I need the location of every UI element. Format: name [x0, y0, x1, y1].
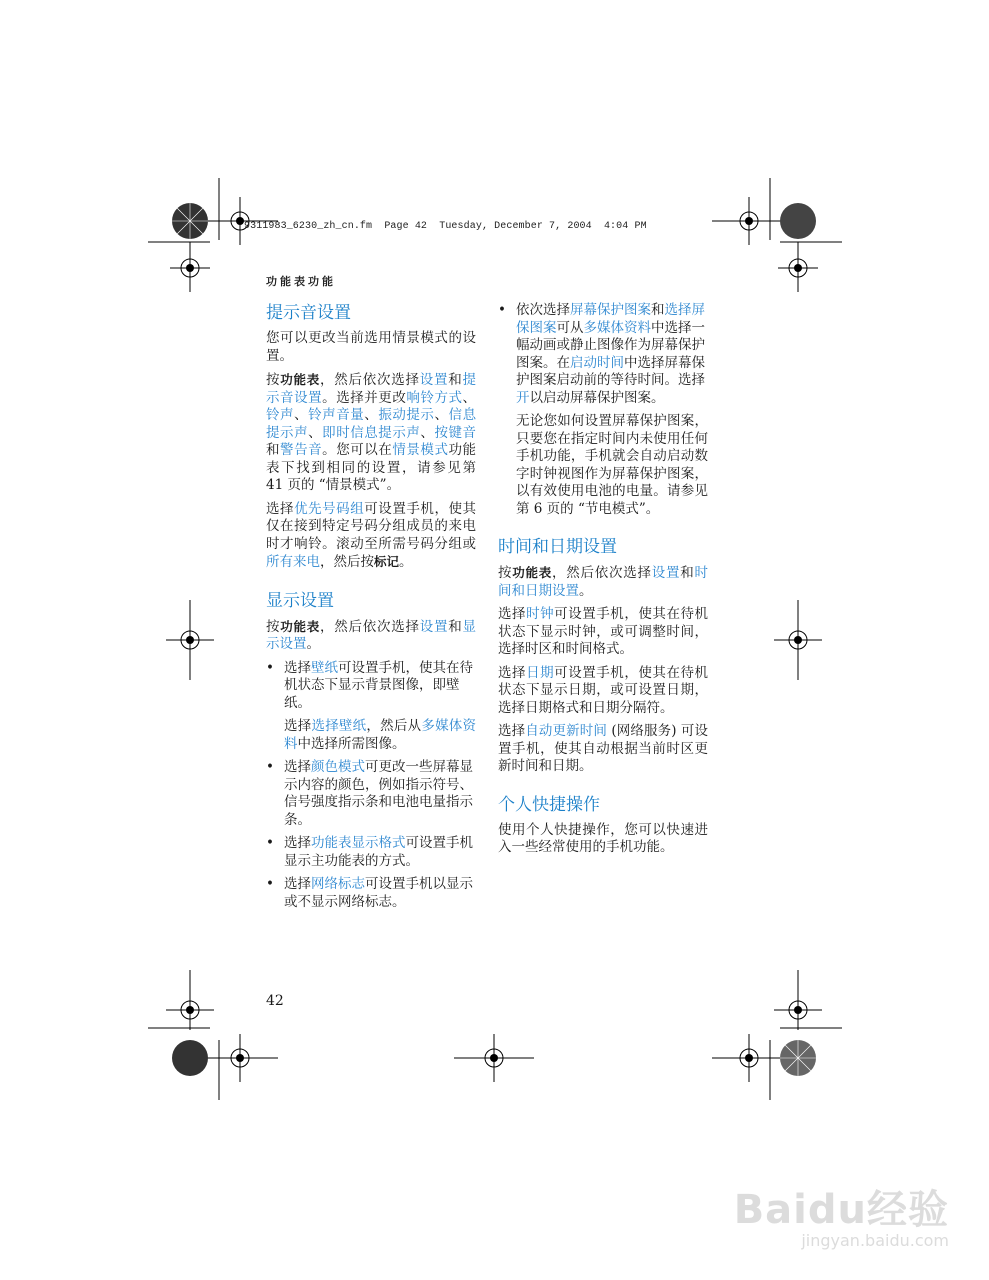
section-label: 功能表功能 — [266, 275, 336, 288]
paragraph: 选择优先号码组可设置手机，使其仅在接到特定号码分组成员的来电时才响铃。滚动至所需号码分组或所有来电，然后按标记。 — [266, 500, 477, 570]
paragraph: 使用个人快捷操作，您可以快速进入一些经常使用的手机功能。 — [498, 821, 708, 855]
heading-display-settings: 显示设置 — [266, 590, 334, 611]
paragraph: 选择时钟可设置手机，使其在待机状态下显示时钟，或可调整时间，选择时区和时间格式。 — [498, 606, 709, 657]
paragraph: 按功能表，然后依次选择设置和显示设置。 — [266, 618, 476, 652]
paragraph: 您可以更改当前选用情景模式的设置。 — [266, 330, 476, 364]
heading-ringtone-settings: 提示音设置 — [266, 303, 351, 323]
heading-time-date-settings: 时间和日期设置 — [498, 537, 617, 557]
list-item: • 选择壁纸可设置手机，使其在待机状态下显示背景图像，即壁纸。 — [266, 660, 476, 713]
watermark-url: jingyan.baidu.com — [801, 1231, 949, 1250]
paragraph: 选择自动更新时间 (网络服务) 可设置手机，使其自动根据当前时区更新时间和日期。 — [498, 723, 708, 774]
list-subparagraph: 选择选择壁纸，然后从多媒体资料中选择所需图像。 — [284, 718, 477, 752]
bullet-list — [498, 302, 708, 518]
list-item: • 选择网络标志可设置手机以显示或不显示网络标志。 — [266, 876, 476, 911]
list-item: • 选择功能表显示格式可设置手机显示主功能表的方式。 — [266, 835, 476, 870]
paragraph: 按功能表，然后依次选择设置和时间和日期设置。 — [498, 565, 708, 599]
list-subparagraph: 无论您如何设置屏幕保护图案，只要您在指定时间内未使用任何手机功能，手机就会自动启动数字时钟视图作为屏幕保护图案，以有效使用电池的电量。请参见第 6 页的 “节电模式”。 — [516, 413, 708, 517]
left-column — [266, 302, 476, 917]
paragraph: 选择日期可设置手机，使其在待机状态下显示日期，或可设置日期，选择日期格式和日期分隔符。 — [498, 664, 709, 716]
list-item: • 选择颜色模式可更改一些屏幕显示内容的颜色，例如指示符号、信号强度指示条和电池电量指示条。 — [266, 759, 476, 829]
watermark-logo: Baidu经验 — [733, 1187, 949, 1233]
paragraph: 按功能表，然后依次选择设置和提示音设置。选择并更改响铃方式、铃声、铃声音量、振动提示、信息提示声、即时信息提示声、按键音和警告音。您可以在情景模式功能表下找到相同的设置，请参见第 41 页的 “情景模式”。 — [266, 372, 477, 493]
list-item: • 依次选择屏幕保护图案和选择屏保图案可从多媒体资料中选择一幅动画或静止图像作为屏幕保护图案。在启动时间中选择屏幕保护图案启动前的等待时间。选择开以启动屏幕保护图案。 — [498, 302, 708, 407]
right-column — [498, 302, 708, 863]
heading-personal-shortcuts: 个人快捷操作 — [498, 794, 600, 815]
page-number: 42 — [266, 993, 284, 1009]
bullet-list — [266, 660, 476, 912]
watermark — [734, 1178, 949, 1250]
print-header-line: 9311983_6230_zh_cn.fm Page 42 Tuesday, December 7, 2004 4:04 PM — [244, 221, 647, 232]
